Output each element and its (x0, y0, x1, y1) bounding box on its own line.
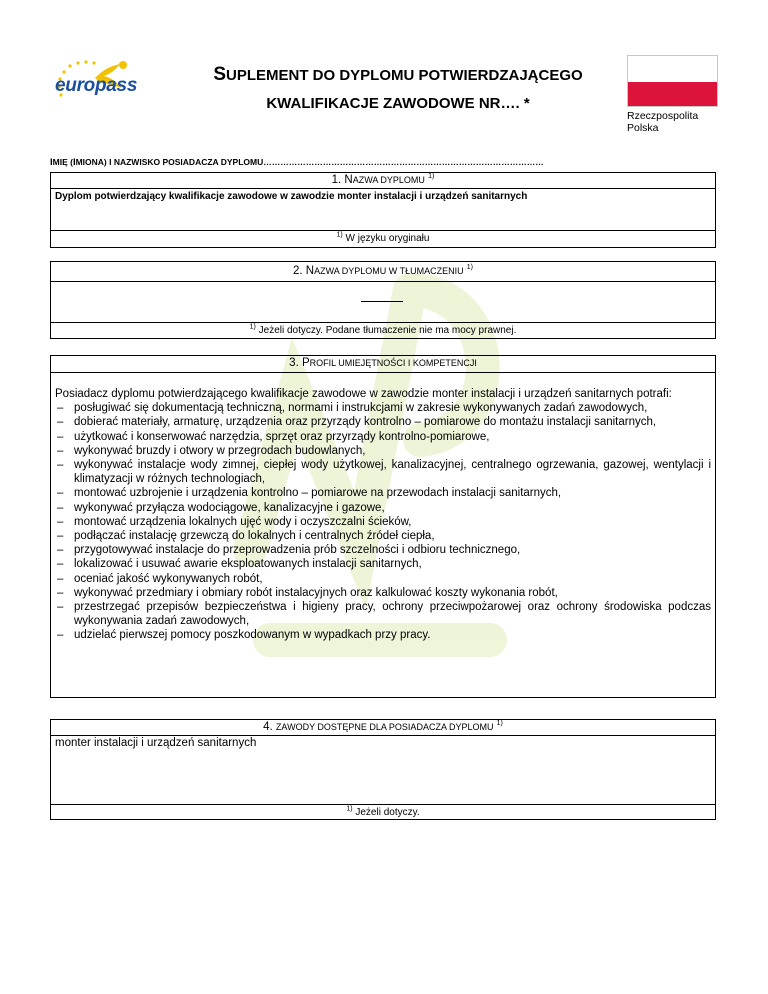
list-item: – wykonywać instalacje wody zimnej, ciepłej wody użytkowej, kanalizacyjnej, centralnego ogrzewania, gazowej, wentylacji i klimatyzacji w różnych technologiach, (55, 458, 711, 486)
europass-wordmark: europass (55, 75, 138, 96)
section-footnote: $^{1)}$ Jeżeli dotyczy. (51, 804, 715, 821)
list-item: – posługiwać się dokumentacją techniczną, normami i instrukcjami w zakresie wykonywanych zadań zawodowych, (55, 401, 711, 415)
list-item: – oceniać jakość wykonywanych robót, (55, 572, 711, 586)
translation-value (51, 282, 715, 322)
section-heading: 2. NAZWA DYPLOMU W TŁUMACZENIU $^{1)}$ (51, 262, 715, 282)
list-item: – użytkować i konserwować narzędzia, sprzęt oraz przyrządy kontrolno-pomiarowe, (55, 430, 711, 444)
skills-intro: Posiadacz dyplomu potwierdzającego kwalifikacje zawodowe w zawodzie monter instalacji i urządzeń sanitarnych potrafi: (55, 388, 672, 400)
list-item: – podłączać instalację grzewczą do lokalnych i centralnych źródeł ciepła, (55, 529, 711, 543)
document-title: SUPLEMENT DO DYPLOMU POTWIERDZAJĄCEGO KWALIFIKACJE ZAWODOWE NR…. * (213, 64, 583, 112)
polish-flag-icon (627, 55, 718, 107)
skills-list (55, 401, 711, 642)
section-occupations (50, 719, 716, 820)
section-footnote: $^{1)}$ W języku oryginału (51, 230, 715, 248)
list-item: – przestrzegać przepisów bezpieczeństwa i higieny pracy, ochrony przeciwpożarowej oraz ochrony środowiska podczas wykonywania zadań zawodowych, (55, 600, 711, 628)
section-diploma-translation (50, 261, 716, 339)
list-item: – wykonywać przyłącza wodociągowe, kanalizacyjne i gazowe, (55, 501, 711, 515)
list-item: – dobierać materiały, armaturę, urządzenia oraz przyrządy kontrolno – pomiarowe do montażu instalacji sanitarnych, (55, 415, 711, 429)
list-item: – montować uzbrojenie i urządzenia kontrolno – pomiarowe na przewodach instalacji sanitarnych, (55, 486, 711, 500)
section-footnote: $^{1)}$ Jeżeli dotyczy. Podane tłumaczenie nie ma mocy prawnej. (51, 322, 715, 340)
list-item: – montować urządzenia lokalnych ujęć wody i oczyszczalni ścieków, (55, 515, 711, 529)
country-name: Rzeczpospolita Polska (627, 110, 699, 134)
holder-name-field: IMIĘ (IMIONA) I NAZWISKO POSIADACZA DYPLOMU……………………………………………………………………………………… (50, 157, 544, 168)
section-diploma-name (50, 172, 716, 248)
list-item: – lokalizować i usuwać awarie eksploatowanych instalacji sanitarnych, (55, 557, 711, 571)
section-skills-profile (50, 355, 716, 698)
list-item: – udzielać pierwszej pomocy poszkodowanym w wypadkach przy pracy. (55, 628, 711, 642)
list-item: – przygotowywać instalacje do przeprowadzenia prób szczelności i odbioru technicznego, (55, 543, 711, 557)
section-heading: 1. NAZWA DYPLOMU $^{1)}$ (51, 173, 715, 189)
diploma-name-value: Dyplom potwierdzający kwalifikacje zawodowe w zawodzie monter instalacji i urządzeń sanitarnych (55, 191, 528, 202)
section-heading: 4. ZAWODY DOSTĘPNE DLA POSIADACZA DYPLOMU $^{1)}$ (51, 720, 715, 736)
list-item: – wykonywać bruzdy i otwory w przegrodach budowlanych, (55, 444, 711, 458)
section-heading: 3. PROFIL UMIEJĘTNOŚCI I KOMPETENCJI (51, 356, 715, 373)
list-item: – wykonywać przedmiary i obmiary robót instalacyjnych oraz kalkulować koszty wykonania robót, (55, 586, 711, 600)
skills-content (51, 373, 715, 643)
occupations-value: monter instalacji i urządzeń sanitarnych (55, 737, 257, 749)
empty-value-line (361, 301, 403, 302)
